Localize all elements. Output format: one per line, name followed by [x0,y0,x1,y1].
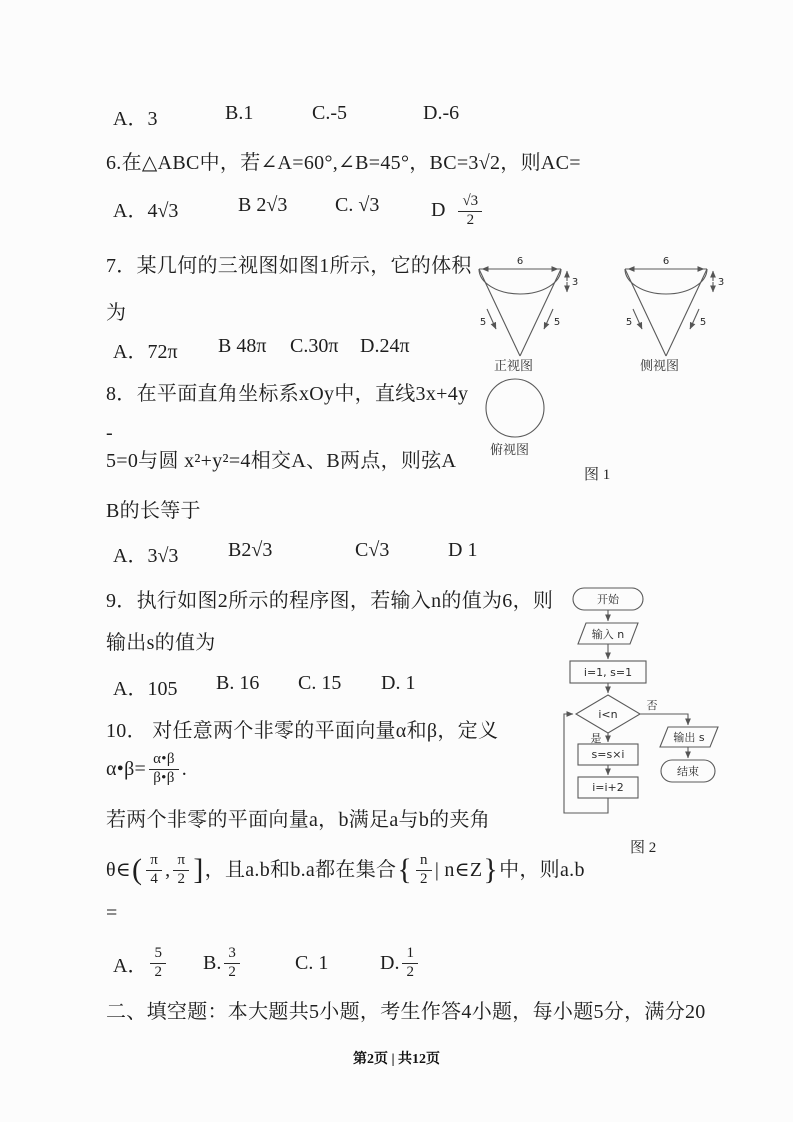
side-view-slant-dim-left: 5 [625,317,633,328]
q6-option-c: C. √3 [335,194,380,216]
q6-option-d-numerator: √3 [458,194,482,212]
q5-option-d: D.-6 [423,102,460,124]
q7-option-c: C.30π [290,335,339,357]
figure-1-caption: 图 1 [584,467,611,483]
fc-yes-label: 是 [590,732,602,745]
q10-option-b-fraction [224,946,240,981]
q5-option-b: B.1 [225,102,254,124]
side-view-slant-dim-right: 5 [699,317,707,328]
front-view-label: 正视图 [494,358,534,373]
side-view-drawing [616,253,730,361]
fc-end-label: 结束 [677,765,699,778]
q10-set-condition: | n∈Z [434,859,483,881]
q10-frac-n2-den: 2 [420,870,428,887]
q10-option-a-fraction [150,946,166,981]
q7-option-d: D.24π [360,335,410,357]
q10-option-a-denominator: 2 [154,963,162,980]
q10-option-b [203,941,243,985]
top-view-label: 俯视图 [490,442,530,457]
flowchart-drawing [552,586,744,830]
q10-option-a-numerator: 5 [150,946,166,964]
q6-option-d-fraction [458,194,482,229]
section-2-heading: 二、填空题：本大题共5小题，考生作答4小题，每小题5分，满分20 [106,1001,706,1023]
q10-theta: θ∈ [106,859,131,881]
q10-bracket-close: ] [193,853,204,886]
fc-output-label: 输出 s [673,731,705,744]
q6-option-b: B 2√3 [238,194,288,216]
q8-option-b: B2√3 [228,539,273,561]
fc-condition-label: i<n [598,708,618,721]
front-view-drawing [470,253,584,361]
q8-stem-line3: 5=0与圆 x²+y²=4相交A、B两点，则弦A [106,450,457,472]
q8-option-a: A．3√3 [113,545,179,567]
side-view-height-dim: 3 [717,277,725,288]
front-view-slant-dim-left: 5 [479,317,487,328]
q6-stem: 6.在△ABC中，若∠A=60°,∠B=45°，BC=3√2，则AC= [106,152,581,174]
q10-option-c: C. 1 [295,951,329,974]
q6-option-d-denominator: 2 [466,211,475,228]
fc-init-label: i=1, s=1 [583,666,633,679]
q10-brace-open: { [397,853,413,886]
q8-stem-line4: B的长等于 [106,500,201,522]
figure-2-flowchart [552,586,744,858]
q10-condition-line [106,848,585,892]
q10-option-a [113,941,169,985]
q9-option-c: C. 15 [298,672,342,694]
q10-frac-n2 [416,853,432,888]
figure-1-three-views [468,253,728,488]
q10-formula-fraction [149,752,179,787]
q6-option-d [431,194,485,229]
q8-option-d: D 1 [448,539,478,561]
fc-step1-label: s=s×i [591,748,625,761]
q10-frac-pi2-den: 2 [177,870,186,887]
fc-no-label: 否 [646,699,658,712]
q7-option-a: A．72π [113,341,178,363]
q9-option-d: D. 1 [381,672,416,694]
q5-option-c: C.-5 [312,102,347,124]
q10-option-b-label: B. [203,951,222,974]
q10-formula-period: . [181,758,188,780]
fc-start-label: 开始 [597,593,619,606]
q10-formula-denominator: β•β [153,769,175,786]
q10-mid-text: ，且a.b和b.a都在集合 [204,859,397,881]
q10-option-d-label: D. [380,951,400,974]
figure-2-caption: 图 2 [630,840,657,856]
q8-stem-line1: 8．在平面直角坐标系xOy中，直线3x+4y [106,383,469,405]
q6-option-d-label: D [431,198,446,221]
q10-frac-pi2-num: π [173,853,189,871]
q10-option-a-label: A． [113,954,148,977]
fc-input-label: 输入 n [591,628,625,641]
front-view-slant-dim-right: 5 [553,317,561,328]
q10-frac-pi2 [173,853,189,888]
q10-tail-text: 中，则a.b [499,859,585,881]
q10-option-d-fraction [402,946,418,981]
side-view-label: 侧视图 [640,358,680,373]
q10-frac-pi4-den: 4 [150,870,159,887]
q10-equals-line: = [106,902,118,924]
q6-option-a: A．4√3 [113,200,179,222]
q10-frac-pi4-num: π [146,853,162,871]
q8-stem-line2: - [106,422,113,444]
q9-option-b: B. 16 [216,672,260,694]
q10-option-b-denominator: 2 [228,963,236,980]
q10-option-d-numerator: 1 [402,946,418,964]
q9-option-a: A．105 [113,678,178,700]
q10-formula-lhs: α•β= [106,758,147,780]
front-view-width-dim: 6 [516,256,524,267]
q10-option-d [380,941,421,985]
q10-brace-close: } [483,853,499,886]
fc-step2-label: i=i+2 [592,781,624,794]
q10-stem-line2: 若两个非零的平面向量a，b满足a与b的夹角 [106,809,491,831]
q7-option-b: B 48π [218,335,267,357]
q10-formula-numerator: α•β [149,752,179,770]
side-view-width-dim: 6 [662,256,670,267]
q10-option-b-numerator: 3 [224,946,240,964]
q10-definition-formula [106,748,187,790]
q7-stem-line2: 为 [106,302,127,324]
top-view-drawing [482,376,550,442]
q9-stem-line2: 输出s的值为 [106,632,216,654]
q9-stem-line1: 9．执行如图2所示的程序图，若输入n的值为6，则 [106,590,554,612]
q10-frac-n2-num: n [416,853,432,871]
q10-stem-line1: 10． 对任意两个非零的平面向量α和β，定义 [106,720,499,742]
q8-option-c: C√3 [355,539,390,561]
q7-stem-line1: 7．某几何的三视图如图1所示，它的体积 [106,255,472,277]
front-view-height-dim: 3 [571,277,579,288]
page-footer: 第2页 | 共12页 [352,1052,441,1067]
q5-option-a: A．3 [113,108,158,130]
q10-frac-pi4 [146,853,162,888]
q10-paren-open: ( [132,853,143,886]
q10-option-d-denominator: 2 [406,963,414,980]
q10-comma: , [165,859,171,881]
